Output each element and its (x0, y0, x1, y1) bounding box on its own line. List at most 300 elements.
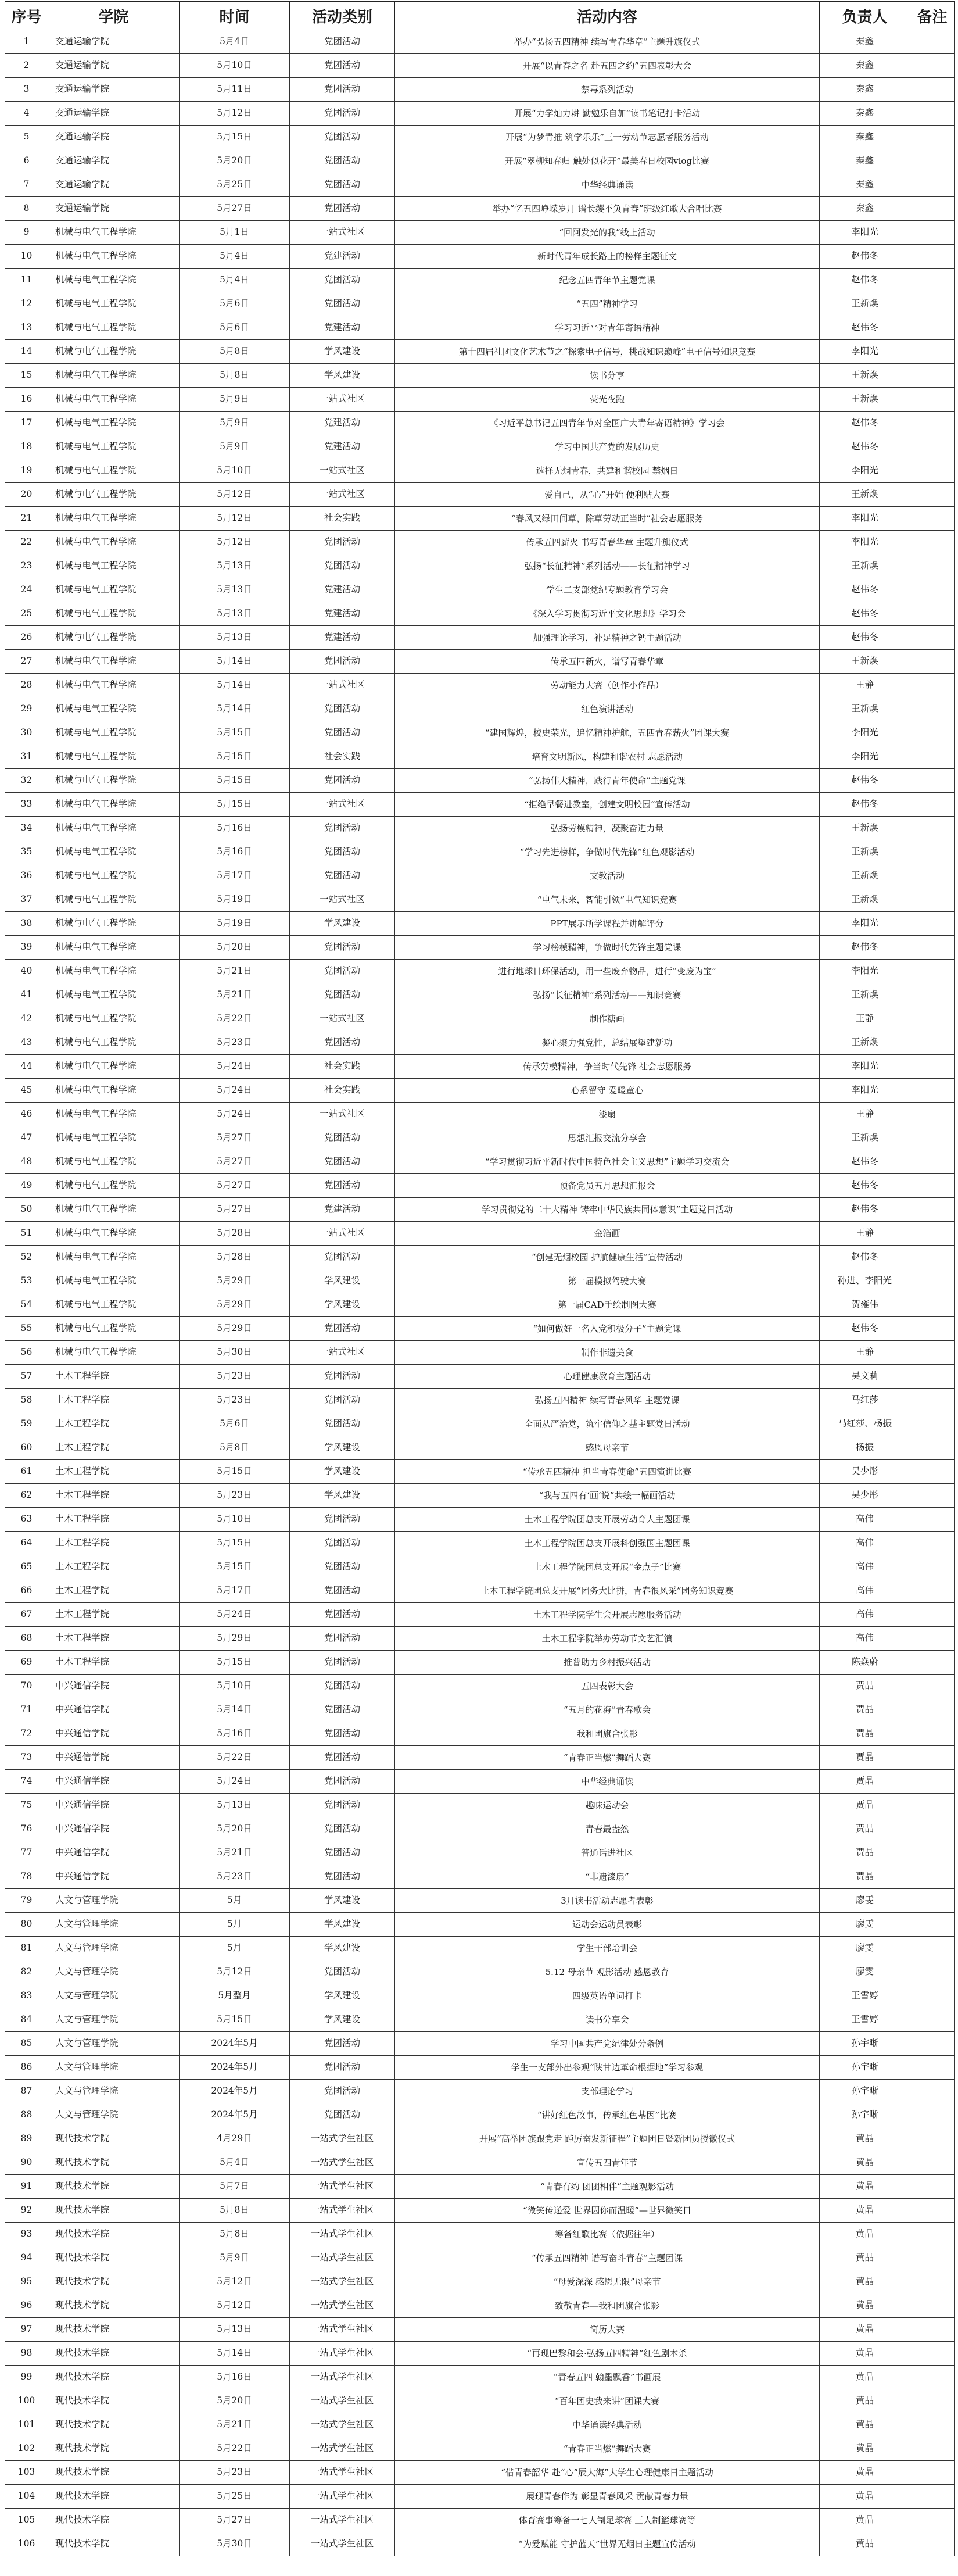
cell-content: “青春正当燃”舞蹈大赛 (395, 2437, 820, 2461)
cell-content: 爱自己，从“心”开始 便利贴大赛 (395, 483, 820, 507)
cell-time: 5月19日 (180, 912, 290, 936)
cell-college: 现代技术学院 (48, 2246, 180, 2270)
table-row (5, 2056, 955, 2080)
cell-index: 72 (5, 1722, 48, 1746)
cell-time: 5月12日 (180, 1960, 290, 1984)
cell-college: 现代技术学院 (48, 2532, 180, 2556)
table-row (5, 78, 955, 102)
table-row (5, 2437, 955, 2461)
cell-content: 学生干部培训会 (395, 1937, 820, 1960)
table-row (5, 554, 955, 578)
cell-index: 102 (5, 2437, 48, 2461)
cell-remark (910, 2485, 955, 2509)
cell-content: 全面从严治党，筑牢信仰之基主题党日活动 (395, 1412, 820, 1436)
cell-time: 5月17日 (180, 1579, 290, 1603)
table-header-row (5, 2, 955, 30)
cell-owner: 廖雯 (820, 1913, 910, 1937)
cell-time: 5月23日 (180, 1484, 290, 1508)
cell-category: 学风建设 (290, 364, 395, 388)
cell-college: 机械与电气工程学院 (48, 435, 180, 459)
cell-index: 26 (5, 626, 48, 650)
cell-owner: 赵伟冬 (820, 1317, 910, 1341)
cell-owner: 王静 (820, 674, 910, 697)
cell-category: 党建活动 (290, 626, 395, 650)
cell-owner: 王新焕 (820, 983, 910, 1007)
header-owner: 负责人 (820, 2, 910, 30)
cell-category: 一站式社区 (290, 1222, 395, 1246)
cell-content: 举办“忆五四峥嵘岁月 谱长缨不负青春”班级红歌大合唱比赛 (395, 197, 820, 221)
table-row (5, 1817, 955, 1841)
table-row (5, 1770, 955, 1794)
cell-category: 学风建设 (290, 1269, 395, 1293)
cell-index: 105 (5, 2509, 48, 2532)
cell-remark (910, 2223, 955, 2246)
cell-content: 凝心聚力强党性，总结展望建新功 (395, 1031, 820, 1055)
cell-category: 党团活动 (290, 531, 395, 554)
cell-remark (910, 2032, 955, 2056)
cell-time: 5月16日 (180, 1722, 290, 1746)
cell-college: 机械与电气工程学院 (48, 912, 180, 936)
cell-college: 现代技术学院 (48, 2175, 180, 2199)
cell-college: 中兴通信学院 (48, 1841, 180, 1865)
cell-owner: 马红莎 (820, 1389, 910, 1412)
cell-remark (910, 1007, 955, 1031)
cell-time: 5月 (180, 1889, 290, 1913)
cell-college: 机械与电气工程学院 (48, 388, 180, 412)
cell-index: 79 (5, 1889, 48, 1913)
cell-college: 交通运输学院 (48, 197, 180, 221)
cell-owner: 黄晶 (820, 2127, 910, 2151)
cell-owner: 黄晶 (820, 2509, 910, 2532)
cell-owner: 黄晶 (820, 2389, 910, 2413)
table-row (5, 2223, 955, 2246)
cell-owner: 秦鑫 (820, 78, 910, 102)
cell-index: 95 (5, 2270, 48, 2294)
cell-index: 81 (5, 1937, 48, 1960)
cell-content: 传承五四薪火 书写青春华章 主题升旗仪式 (395, 531, 820, 554)
cell-index: 85 (5, 2032, 48, 2056)
cell-college: 机械与电气工程学院 (48, 554, 180, 578)
table-row (5, 2175, 955, 2199)
cell-college: 中兴通信学院 (48, 1746, 180, 1770)
cell-college: 现代技术学院 (48, 2413, 180, 2437)
cell-time: 5月24日 (180, 1079, 290, 1103)
cell-remark (910, 2008, 955, 2032)
cell-index: 30 (5, 721, 48, 745)
cell-time: 5月16日 (180, 817, 290, 840)
cell-owner: 黄晶 (820, 2294, 910, 2318)
table-row (5, 1913, 955, 1937)
table-row (5, 1889, 955, 1913)
cell-content: 土木工程学院团总支开展劳动育人主题团课 (395, 1508, 820, 1532)
cell-college: 机械与电气工程学院 (48, 1150, 180, 1174)
cell-time: 5月15日 (180, 769, 290, 793)
cell-content: 劳动能力大赛（创作小作品） (395, 674, 820, 697)
cell-category: 党团活动 (290, 1555, 395, 1579)
cell-owner: 黄晶 (820, 2461, 910, 2485)
cell-remark (910, 2437, 955, 2461)
cell-time: 5月12日 (180, 483, 290, 507)
cell-time: 5月12日 (180, 2270, 290, 2294)
cell-category: 党团活动 (290, 1246, 395, 1269)
cell-content: 弘扬“长征精神”系列活动——知识竞赛 (395, 983, 820, 1007)
cell-remark (910, 983, 955, 1007)
cell-owner: 李阳光 (820, 221, 910, 245)
cell-owner: 王新焕 (820, 1031, 910, 1055)
cell-college: 土木工程学院 (48, 1651, 180, 1675)
cell-content: 进行地球日环保活动，用一些废弃物品，进行“变废为宝” (395, 960, 820, 983)
cell-owner: 赵伟冬 (820, 269, 910, 292)
cell-category: 党团活动 (290, 960, 395, 983)
cell-category: 党建活动 (290, 602, 395, 626)
cell-content: 土木工程学院团总支开展“团务大比拼，青春很风采”团务知识竞赛 (395, 1579, 820, 1603)
cell-college: 机械与电气工程学院 (48, 983, 180, 1007)
cell-category: 党团活动 (290, 1794, 395, 1817)
table-row (5, 1317, 955, 1341)
cell-index: 24 (5, 578, 48, 602)
cell-remark (910, 2080, 955, 2103)
cell-remark (910, 1460, 955, 1484)
cell-college: 机械与电气工程学院 (48, 650, 180, 674)
cell-category: 党团活动 (290, 1817, 395, 1841)
cell-college: 机械与电气工程学院 (48, 1103, 180, 1126)
table-row (5, 197, 955, 221)
cell-category: 党团活动 (290, 1841, 395, 1865)
cell-college: 机械与电气工程学院 (48, 269, 180, 292)
table-row (5, 2032, 955, 2056)
cell-college: 机械与电气工程学院 (48, 745, 180, 769)
cell-owner: 赵伟冬 (820, 793, 910, 817)
cell-index: 29 (5, 697, 48, 721)
cell-college: 机械与电气工程学院 (48, 1126, 180, 1150)
cell-index: 17 (5, 412, 48, 435)
cell-remark (910, 1555, 955, 1579)
cell-time: 2024年5月 (180, 2103, 290, 2127)
cell-college: 机械与电气工程学院 (48, 1222, 180, 1246)
cell-content: “传承五四精神 谱写奋斗青春”主题团课 (395, 2246, 820, 2270)
cell-index: 1 (5, 30, 48, 54)
table-row (5, 769, 955, 793)
cell-time: 5月19日 (180, 888, 290, 912)
table-row (5, 888, 955, 912)
cell-category: 党建活动 (290, 316, 395, 340)
cell-time: 5月16日 (180, 2366, 290, 2389)
cell-college: 机械与电气工程学院 (48, 1198, 180, 1222)
cell-content: “母爱深深 感恩无限”母亲节 (395, 2270, 820, 2294)
cell-owner: 王新焕 (820, 650, 910, 674)
cell-category: 一站式学生社区 (290, 2532, 395, 2556)
cell-remark (910, 721, 955, 745)
cell-time: 5月9日 (180, 2246, 290, 2270)
cell-time: 5月8日 (180, 2223, 290, 2246)
cell-remark (910, 1198, 955, 1222)
cell-college: 土木工程学院 (48, 1603, 180, 1627)
cell-category: 党团活动 (290, 1603, 395, 1627)
cell-owner: 廖雯 (820, 1937, 910, 1960)
cell-index: 7 (5, 173, 48, 197)
table-row (5, 1675, 955, 1698)
table-row (5, 2342, 955, 2366)
cell-remark (910, 2342, 955, 2366)
table-row (5, 173, 955, 197)
cell-content: 新时代青年成长路上的榜样主题征文 (395, 245, 820, 269)
cell-remark (910, 2461, 955, 2485)
cell-content: 心理健康教育主题活动 (395, 1365, 820, 1389)
cell-remark (910, 2318, 955, 2342)
cell-time: 5月13日 (180, 626, 290, 650)
cell-content: “五四”精神学习 (395, 292, 820, 316)
cell-index: 11 (5, 269, 48, 292)
table-row (5, 578, 955, 602)
cell-category: 一站式学生社区 (290, 2175, 395, 2199)
cell-time: 5月23日 (180, 1031, 290, 1055)
cell-remark (910, 102, 955, 126)
cell-index: 69 (5, 1651, 48, 1675)
header-category: 活动类别 (290, 2, 395, 30)
cell-college: 机械与电气工程学院 (48, 1293, 180, 1317)
cell-owner: 秦鑫 (820, 30, 910, 54)
cell-time: 5月27日 (180, 1126, 290, 1150)
cell-content: 学习贯彻党的二十大精神 铸牢中华民族共同体意识”主题党日活动 (395, 1198, 820, 1222)
cell-time: 5月13日 (180, 1794, 290, 1817)
cell-remark (910, 578, 955, 602)
cell-index: 57 (5, 1365, 48, 1389)
cell-category: 党团活动 (290, 78, 395, 102)
cell-index: 103 (5, 2461, 48, 2485)
cell-remark (910, 1722, 955, 1746)
cell-time: 5月整月 (180, 1984, 290, 2008)
cell-college: 人文与管理学院 (48, 1889, 180, 1913)
table-row (5, 1222, 955, 1246)
cell-index: 66 (5, 1579, 48, 1603)
table-row (5, 2080, 955, 2103)
table-row (5, 54, 955, 78)
cell-college: 机械与电气工程学院 (48, 1317, 180, 1341)
cell-content: “创建无烟校园 护航健康生活”宣传活动 (395, 1246, 820, 1269)
cell-college: 机械与电气工程学院 (48, 1055, 180, 1079)
cell-remark (910, 1770, 955, 1794)
cell-remark (910, 1341, 955, 1365)
cell-college: 机械与电气工程学院 (48, 245, 180, 269)
cell-category: 一站式社区 (290, 793, 395, 817)
cell-time: 5月24日 (180, 1603, 290, 1627)
cell-college: 人文与管理学院 (48, 2080, 180, 2103)
cell-college: 机械与电气工程学院 (48, 340, 180, 364)
cell-remark (910, 840, 955, 864)
cell-category: 一站式社区 (290, 674, 395, 697)
cell-content: 土木工程学院举办劳动节文艺汇演 (395, 1627, 820, 1651)
cell-content: “春风又绿田间草，除草劳动正当时”社会志愿服务 (395, 507, 820, 531)
cell-index: 56 (5, 1341, 48, 1365)
cell-time: 5月27日 (180, 1174, 290, 1198)
cell-remark (910, 340, 955, 364)
cell-owner: 王新焕 (820, 554, 910, 578)
cell-content: 土木工程学院团总支开展“金点子”比赛 (395, 1555, 820, 1579)
cell-index: 89 (5, 2127, 48, 2151)
cell-time: 5月1日 (180, 221, 290, 245)
cell-college: 土木工程学院 (48, 1627, 180, 1651)
cell-index: 2 (5, 54, 48, 78)
cell-college: 机械与电气工程学院 (48, 221, 180, 245)
table-row (5, 2246, 955, 2270)
cell-college: 机械与电气工程学院 (48, 793, 180, 817)
table-row (5, 459, 955, 483)
cell-remark (910, 173, 955, 197)
cell-college: 中兴通信学院 (48, 1817, 180, 1841)
cell-remark (910, 2366, 955, 2389)
cell-owner: 贺雍伟 (820, 1293, 910, 1317)
cell-content: “青春正当燃”舞蹈大赛 (395, 1746, 820, 1770)
cell-index: 68 (5, 1627, 48, 1651)
cell-remark (910, 1937, 955, 1960)
cell-time: 5月22日 (180, 1746, 290, 1770)
cell-content: “学习贯彻习近平新时代中国特色社会主义思想”主题学习交流会 (395, 1150, 820, 1174)
cell-category: 党团活动 (290, 1770, 395, 1794)
cell-time: 5月12日 (180, 531, 290, 554)
cell-content: 筹备红歌比赛（依据往年） (395, 2223, 820, 2246)
cell-college: 交通运输学院 (48, 78, 180, 102)
cell-owner: 王新焕 (820, 388, 910, 412)
cell-college: 土木工程学院 (48, 1579, 180, 1603)
cell-college: 现代技术学院 (48, 2389, 180, 2413)
cell-content: 开展“翠柳知春归 触处似花开”最美春日校园vlog比赛 (395, 149, 820, 173)
table-row (5, 483, 955, 507)
cell-category: 党团活动 (290, 1746, 395, 1770)
cell-remark (910, 793, 955, 817)
cell-college: 现代技术学院 (48, 2127, 180, 2151)
cell-time: 5月13日 (180, 602, 290, 626)
cell-remark (910, 1675, 955, 1698)
cell-remark (910, 78, 955, 102)
cell-owner: 秦鑫 (820, 126, 910, 149)
cell-index: 15 (5, 364, 48, 388)
cell-time: 2024年5月 (180, 2032, 290, 2056)
cell-remark (910, 960, 955, 983)
cell-college: 现代技术学院 (48, 2437, 180, 2461)
cell-category: 党团活动 (290, 1675, 395, 1698)
cell-remark (910, 269, 955, 292)
cell-content: 读书分享会 (395, 2008, 820, 2032)
cell-owner: 黄晶 (820, 2223, 910, 2246)
cell-owner: 赵伟冬 (820, 435, 910, 459)
cell-college: 中兴通信学院 (48, 1794, 180, 1817)
cell-category: 一站式社区 (290, 1103, 395, 1126)
cell-time: 5月10日 (180, 54, 290, 78)
cell-time: 5月10日 (180, 1508, 290, 1532)
cell-index: 61 (5, 1460, 48, 1484)
cell-college: 机械与电气工程学院 (48, 531, 180, 554)
cell-remark (910, 936, 955, 960)
cell-content: 弘扬五四精神 续写青春风华 主题党课 (395, 1389, 820, 1412)
cell-category: 一站式学生社区 (290, 2199, 395, 2223)
table-row (5, 1722, 955, 1746)
cell-content: 宣传五四青年节 (395, 2151, 820, 2175)
cell-category: 学风建设 (290, 1293, 395, 1317)
cell-category: 党团活动 (290, 1722, 395, 1746)
cell-index: 19 (5, 459, 48, 483)
cell-index: 12 (5, 292, 48, 316)
cell-college: 机械与电气工程学院 (48, 817, 180, 840)
cell-owner: 王新焕 (820, 864, 910, 888)
cell-time: 5月13日 (180, 2318, 290, 2342)
cell-time: 5月12日 (180, 102, 290, 126)
cell-owner: 王新焕 (820, 1126, 910, 1150)
cell-time: 5月29日 (180, 1627, 290, 1651)
cell-category: 党团活动 (290, 983, 395, 1007)
cell-content: “借青春韶华 赴“心”辰大海”大学生心理健康日主题活动 (395, 2461, 820, 2485)
cell-index: 16 (5, 388, 48, 412)
cell-content: 体育赛事筹备一七人制足球赛 三人制篮球赛等 (395, 2509, 820, 2532)
cell-remark (910, 2127, 955, 2151)
cell-remark (910, 2509, 955, 2532)
cell-content: 红色演讲活动 (395, 697, 820, 721)
cell-index: 106 (5, 2532, 48, 2556)
cell-owner: 黄晶 (820, 2532, 910, 2556)
cell-content: 加强理论学习，补足精神之钙主题活动 (395, 626, 820, 650)
cell-remark (910, 1246, 955, 1269)
cell-content: “传承五四精神 担当青春使命”五四演讲比赛 (395, 1460, 820, 1484)
cell-owner: 李阳光 (820, 459, 910, 483)
cell-remark (910, 1484, 955, 1508)
cell-content: 弘扬“长征精神”系列活动——长征精神学习 (395, 554, 820, 578)
cell-content: 学生一支部外出参观“陕甘边革命根据地”学习参观 (395, 2056, 820, 2080)
cell-owner: 孙宇晰 (820, 2056, 910, 2080)
cell-index: 82 (5, 1960, 48, 1984)
table-row (5, 1532, 955, 1555)
cell-category: 党团活动 (290, 2103, 395, 2127)
table-row (5, 1103, 955, 1126)
cell-index: 48 (5, 1150, 48, 1174)
cell-owner: 赵伟冬 (820, 769, 910, 793)
cell-index: 59 (5, 1412, 48, 1436)
cell-category: 党团活动 (290, 1698, 395, 1722)
cell-time: 5月8日 (180, 364, 290, 388)
cell-index: 99 (5, 2366, 48, 2389)
cell-content: 感恩母亲节 (395, 1436, 820, 1460)
cell-owner: 赵伟冬 (820, 1246, 910, 1269)
cell-remark (910, 531, 955, 554)
cell-content: 学习榜模精神，争做时代先锋主题党课 (395, 936, 820, 960)
cell-college: 现代技术学院 (48, 2223, 180, 2246)
cell-index: 8 (5, 197, 48, 221)
cell-owner: 王新焕 (820, 840, 910, 864)
cell-category: 党建活动 (290, 245, 395, 269)
cell-index: 4 (5, 102, 48, 126)
cell-remark (910, 1865, 955, 1889)
cell-college: 中兴通信学院 (48, 1675, 180, 1698)
table-row (5, 936, 955, 960)
cell-remark (910, 1532, 955, 1555)
cell-category: 一站式社区 (290, 388, 395, 412)
cell-owner: 高伟 (820, 1532, 910, 1555)
cell-owner: 李阳光 (820, 960, 910, 983)
cell-content: 开展“力学灿力耕 勤勉乐自加”读书笔记打卡活动 (395, 102, 820, 126)
table-row (5, 793, 955, 817)
cell-remark (910, 626, 955, 650)
cell-time: 5月12日 (180, 2294, 290, 2318)
cell-time: 5月24日 (180, 1103, 290, 1126)
cell-index: 88 (5, 2103, 48, 2127)
cell-college: 机械与电气工程学院 (48, 292, 180, 316)
cell-owner: 秦鑫 (820, 197, 910, 221)
cell-college: 人文与管理学院 (48, 2103, 180, 2127)
cell-college: 机械与电气工程学院 (48, 1341, 180, 1365)
cell-time: 5月4日 (180, 30, 290, 54)
cell-college: 现代技术学院 (48, 2318, 180, 2342)
cell-content: 思想汇报交流分享会 (395, 1126, 820, 1150)
cell-owner: 王静 (820, 1341, 910, 1365)
cell-category: 党团活动 (290, 1412, 395, 1436)
